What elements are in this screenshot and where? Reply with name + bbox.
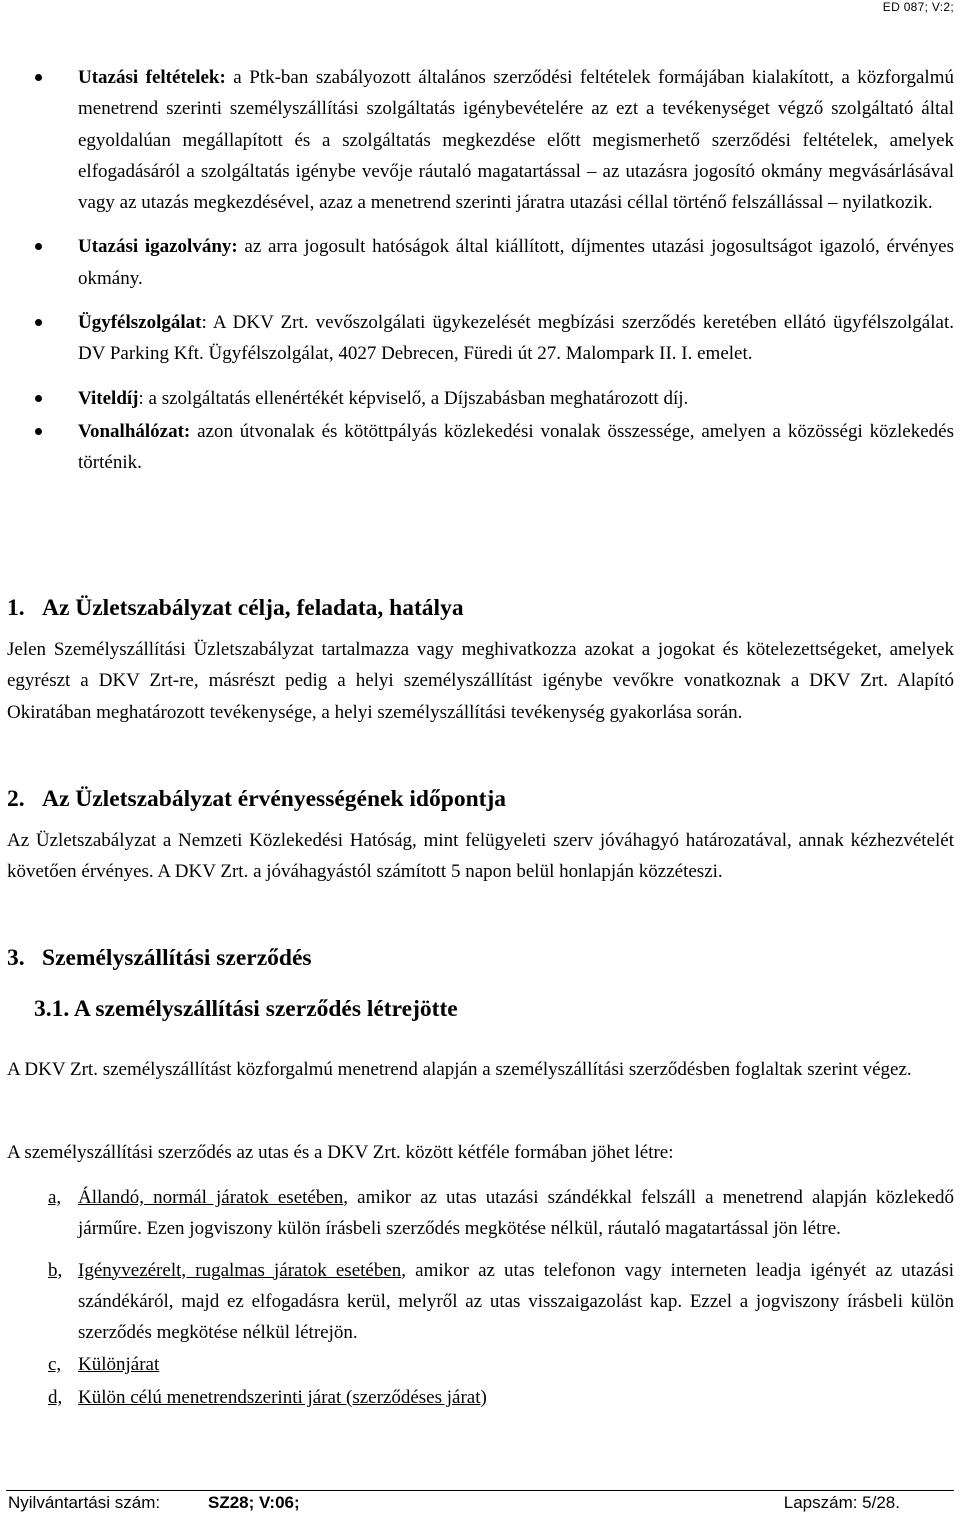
definition-term: Utazási feltételek: <box>78 67 226 88</box>
item-label: d, <box>48 1386 63 1408</box>
definition-text: : a szolgáltatás ellenértékét képviselő, a Díjszabásban meghatározott díj. <box>138 387 689 409</box>
item-text: , amikor az utas utazási szándékkal felszáll a menetrend alapján közlekedő járműre. Ezen jogviszony külön írásbeli szerződés megkötése nélkül, ráutaló magatartással jön létre. <box>78 1187 955 1240</box>
section-2-body: Az Üzletszabályzat a Nemzeti Közlekedési Hatóság, mint felügyeleti szerv jóváhagyó határozatával, annak kézhezvételét követően érvényes. A DKV Zrt. a jóváhagyástól számított 5 napon belül honlapján közzéteszi. <box>7 830 954 883</box>
section-3-heading <box>7 943 954 973</box>
section-3-1-body: A DKV Zrt. személyszállítást közforgalmú menetrend alapján a személyszállítási szerződésben foglaltak szerint végez. <box>7 1059 912 1080</box>
definition-text: : A DKV Zrt. vevőszolgálati ügykezelését megbízási szerződés keretében ellátó ügyfélszolgálat. DV Parking Kft. Ügyfélszolgálat, 4027 Debrecen, Füredi út 27. Malompark II. I. emelet. <box>78 312 954 365</box>
page-footer <box>8 1493 900 1513</box>
definition-term: Utazási igazolvány: <box>78 236 238 258</box>
definition-list <box>0 62 960 492</box>
list-item <box>0 1349 960 1380</box>
definition-term: Vonalhálózat: <box>78 420 191 442</box>
section-2-heading <box>7 784 954 814</box>
item-title: Külön célú menetrendszerinti járat (szerződéses járat) <box>78 1386 487 1408</box>
item-text: , amikor az utas telefonon vagy interneten leadja igényét az utazási szándékáról, majd ez elfogadásra kerül, melyről az utas visszaigazolást kap. Ezzel a jogviszony írásbeli külön szerződés megkötése nélkül létrejön. <box>78 1259 954 1344</box>
definition-text: azon útvonalak és kötöttpályás közlekedési vonalak összessége, amelyen a közösségi közlekedés történik. <box>78 420 954 474</box>
page-number: Lapszám: 5/28. <box>783 1493 900 1512</box>
registry-code: SZ28; V:06; <box>208 1493 300 1512</box>
item-title: Különjárat <box>78 1354 160 1376</box>
definition-item <box>0 62 960 218</box>
section-title: Az Üzletszabályzat célja, feladata, hatálya <box>42 595 464 621</box>
section-number: 3. <box>7 945 25 971</box>
footer-divider <box>6 1490 954 1491</box>
definition-term: Viteldíj <box>78 387 139 409</box>
section-1-heading <box>7 593 954 623</box>
section-number: 2. <box>7 786 25 812</box>
definition-item <box>0 231 960 294</box>
definition-text: a Ptk-ban szabályozott általános szerződési feltételek formájában kialakított, a közforgalmú menetrend szerinti személyszállítási szolgáltatás igénybevételére az ezt a tevékenységet végző szolgáltató által egyoldalúan megállapított és a szolgáltatás megkezdése előtt megismerhető szerződési feltételek, amelyek elfogadásáról a szolgáltatás igénybe vevője ráutaló magatartással – az utazásra jogosító okmány megvásárlásával vagy az utazás megkezdésével, azaz a menetrend szerinti járatra utazási céllal történő felszállással – nyilatkozik. <box>78 67 954 214</box>
definition-text: az arra jogosult hatóságok által kiállított, díjmentes utazási jogosultságot igazoló, érvényes okmány. <box>78 236 954 289</box>
definition-item <box>0 416 960 479</box>
registry-label: Nyilvántartási szám: <box>8 1493 161 1512</box>
section-1-body: Jelen Személyszállítási Üzletszabályzat tartalmazza vagy meghivatkozza azokat a jogokat és kötelezettségeket, amelyek egyrészt a DKV Zrt-re, másrészt pedig a helyi személyszállítást igénybe vevőkre vonatkoznak a DKV Zrt. Alapító Okiratában meghatározott tevékenysége, a helyi személyszállítási tevékenység gyakorlása során. <box>7 639 954 723</box>
section-number: 1. <box>7 595 25 621</box>
definition-item <box>0 307 960 370</box>
item-label: b, <box>48 1259 63 1281</box>
definition-item <box>0 383 960 414</box>
item-title: Igényvezérelt, rugalmas járatok esetében <box>78 1259 402 1281</box>
list-item <box>0 1182 960 1245</box>
section-title: Az Üzletszabályzat érvényességének időpontja <box>42 786 507 812</box>
list-item <box>0 1255 960 1349</box>
section-title: Személyszállítási szerződés <box>42 945 312 971</box>
document-code: ED 087; V:2; <box>882 0 954 14</box>
section-3-1-heading: 3.1. A személyszállítási szerződés létrejötte <box>34 996 458 1022</box>
item-label: a, <box>48 1187 62 1208</box>
item-label: c, <box>48 1354 62 1376</box>
item-title: Állandó, normál járatok esetében <box>78 1187 344 1208</box>
section-3-1-intro: A személyszállítási szerződés az utas és a DKV Zrt. között kétféle formában jöhet létre: <box>7 1142 674 1163</box>
definition-term: Ügyfélszolgálat <box>78 312 202 334</box>
list-item <box>0 1382 960 1413</box>
contract-form-list <box>0 1182 960 1414</box>
